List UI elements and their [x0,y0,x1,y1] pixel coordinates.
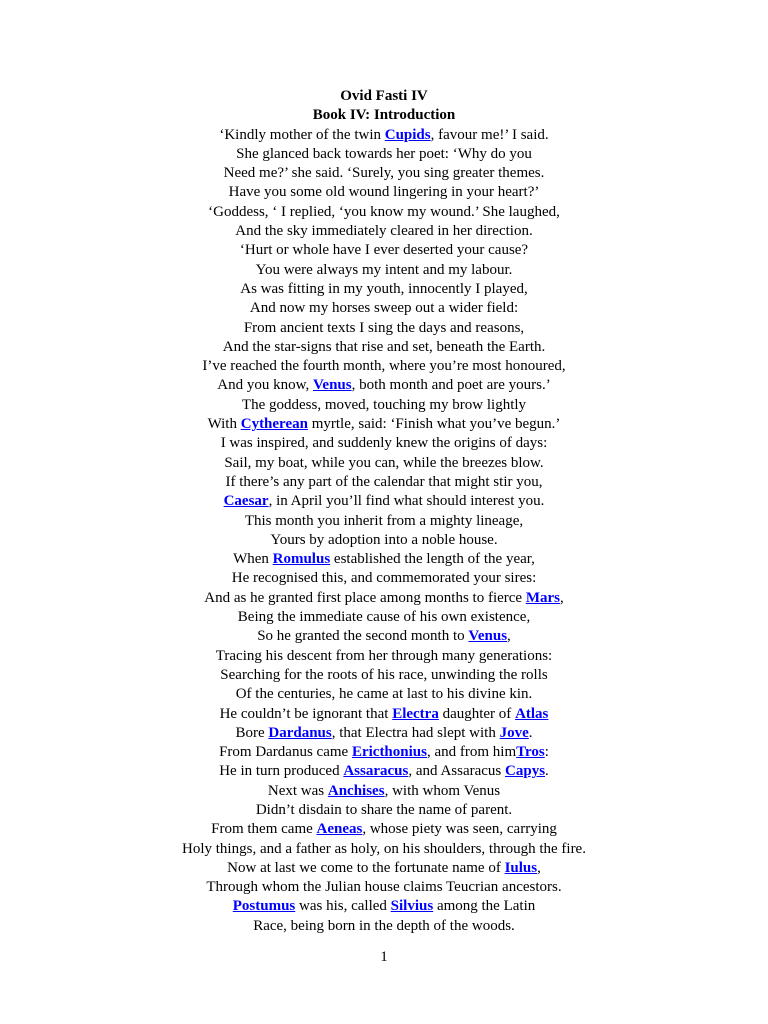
text-segment: Holy things, and a father as holy, on his shoulders, through the fire. [182,840,586,857]
link-assaracus[interactable]: Assaracus [343,763,409,780]
link-romulus[interactable]: Romulus [272,551,331,568]
text-segment: among the Latin [433,898,536,915]
text-segment: myrtle, said: ‘Finish what you’ve begun.’ [307,416,561,433]
link-cytherean[interactable]: Cytherean [240,416,308,433]
text-segment: I was inspired, and suddenly knew the origins of days: [220,435,548,452]
link-jove[interactable]: Jove [499,724,529,741]
text-segment: Next was [267,782,328,799]
poem-line [0,299,768,318]
text-segment: I’ve reached the fourth month, where you’re most honoured, [202,358,566,375]
text-segment: , whose piety was seen, carrying [362,821,557,838]
link-atlas[interactable]: Atlas [515,705,549,722]
link-ericthonius[interactable]: Ericthonius [351,744,427,761]
link-iulus[interactable]: Iulus [504,859,538,876]
poem-line [0,261,768,280]
text-segment: ‘Hurt or whole have I ever deserted your cause? [239,242,529,259]
text-segment: Now at last we come to the fortunate name of [227,859,505,876]
text-segment: You were always my intent and my labour. [255,261,513,278]
poem-line [0,801,768,820]
text-segment: , that Electra had slept with [331,724,500,741]
text-segment: , with whom Venus [384,782,501,799]
poem-line [0,454,768,473]
poem-line [0,145,768,164]
text-segment: . [528,724,533,741]
text-segment: And as he granted first place among months to fierce [204,589,526,606]
link-venus[interactable]: Venus [468,628,508,645]
text-segment: When [233,551,273,568]
text-segment: He recognised this, and commemorated your sires: [231,570,537,587]
text-segment: established the length of the year, [330,551,535,568]
poem-line [0,550,768,569]
poem-line [0,357,768,376]
poem-line [0,164,768,183]
poem-line [0,222,768,241]
link-silvius[interactable]: Silvius [390,898,434,915]
poem-line [0,126,768,145]
text-segment: The goddess, moved, touching my brow lightly [241,396,527,413]
poem-title: Ovid Fasti IV [340,88,428,104]
link-tros[interactable]: Tros [516,744,545,761]
link-electra[interactable]: Electra [392,705,439,722]
link-venus[interactable]: Venus [312,377,352,394]
link-mars[interactable]: Mars [525,589,560,606]
text-segment: : [544,744,549,761]
link-anchises[interactable]: Anchises [327,782,385,799]
poem-line [0,724,768,743]
text-segment: Through whom the Julian house claims Teucrian ancestors. [206,879,562,896]
text-segment: Race, being born in the depth of the woods. [253,917,515,934]
text-segment: daughter of [438,705,516,722]
text-segment: So he granted the second month to [257,628,469,645]
link-caesar[interactable]: Caesar [223,493,269,510]
text-segment: Need me?’ she said. ‘Surely, you sing greater themes. [223,165,545,182]
poem-line [0,280,768,299]
poem-line [0,319,768,338]
link-capys[interactable]: Capys [505,763,546,780]
text-segment: From ancient texts I sing the days and reasons, [243,319,525,336]
text-segment: From Dardanus came [219,744,352,761]
poem-line [0,589,768,608]
poem-line [0,743,768,762]
text-segment: And you know, [217,377,313,394]
text-segment: With [207,416,241,433]
poem-line [0,608,768,627]
poem-line [0,782,768,801]
text-segment: If there’s any part of the calendar that might stir you, [225,473,543,490]
text-segment: Sail, my boat, while you can, while the breezes blow. [224,454,544,471]
text-segment: From them came [211,821,317,838]
poem-line [0,492,768,511]
poem-line [0,569,768,588]
poem-line [0,627,768,646]
text-segment: , and from him [426,744,517,761]
text-segment: And now my horses sweep out a wider field: [249,300,519,317]
text-segment: Yours by adoption into a noble house. [270,531,498,548]
text-segment: ‘Kindly mother of the twin [219,126,385,143]
poem-subtitle: Book IV: Introduction [312,107,456,124]
poem-line [0,917,768,936]
text-segment: , [559,589,564,606]
text-segment: Have you some old wound lingering in your heart?’ [228,184,540,201]
text-segment: ‘Goddess, ‘ I replied, ‘you know my wound.’ She laughed, [208,203,560,220]
text-segment: Being the immediate cause of his own existence, [237,609,531,626]
text-segment: She glanced back towards her poet: ‘Why do you [236,145,532,162]
link-aeneas[interactable]: Aeneas [316,821,363,838]
text-segment: Bore [235,724,269,741]
text-segment: was his, called [295,898,391,915]
poem-line [0,473,768,492]
text-segment: Tracing his descent from her through many generations: [215,647,553,664]
poem-line [0,434,768,453]
poem-line [0,878,768,897]
text-segment: , favour me!’ I said. [430,126,549,143]
poem-line [0,241,768,260]
poem-body [0,126,768,936]
poem-line [0,396,768,415]
text-segment: , and Assaracus [408,763,506,780]
poem-line [0,183,768,202]
text-segment: Didn’t disdain to share the name of parent. [255,801,513,818]
text-segment: And the star-signs that rise and set, beneath the Earth. [222,338,546,355]
poem-line [0,338,768,357]
text-segment: He couldn’t be ignorant that [219,705,393,722]
link-postumus[interactable]: Postumus [232,898,296,915]
poem-line [0,376,768,395]
poem-line [0,897,768,916]
poem-line [0,666,768,685]
link-cupids[interactable]: Cupids [384,126,431,143]
link-dardanus[interactable]: Dardanus [268,724,332,741]
poem-line [0,531,768,550]
text-segment: This month you inherit from a mighty lineage, [244,512,524,529]
poem-line [0,512,768,531]
text-segment: , [537,859,541,876]
text-segment: , both month and poet are yours.’ [351,377,551,394]
text-segment: As was fitting in my youth, innocently I played, [240,280,528,297]
poem-line [0,820,768,839]
text-segment: He in turn produced [219,763,344,780]
text-segment: Searching for the roots of his race, unwinding the rolls [220,666,548,683]
text-segment: , [507,628,511,645]
poem-line [0,647,768,666]
poem-line [0,415,768,434]
poem-line [0,840,768,859]
page-number: 1 [380,949,388,966]
text-segment: , in April you’ll find what should interest you. [268,493,545,510]
text-segment: Of the centuries, he came at last to his divine kin. [235,686,533,703]
poem-line [0,203,768,222]
poem-line [0,685,768,704]
poem-line [0,762,768,781]
text-segment: . [545,763,549,780]
text-segment: And the sky immediately cleared in her direction. [235,223,533,240]
poem-line [0,859,768,878]
poem-line [0,705,768,724]
